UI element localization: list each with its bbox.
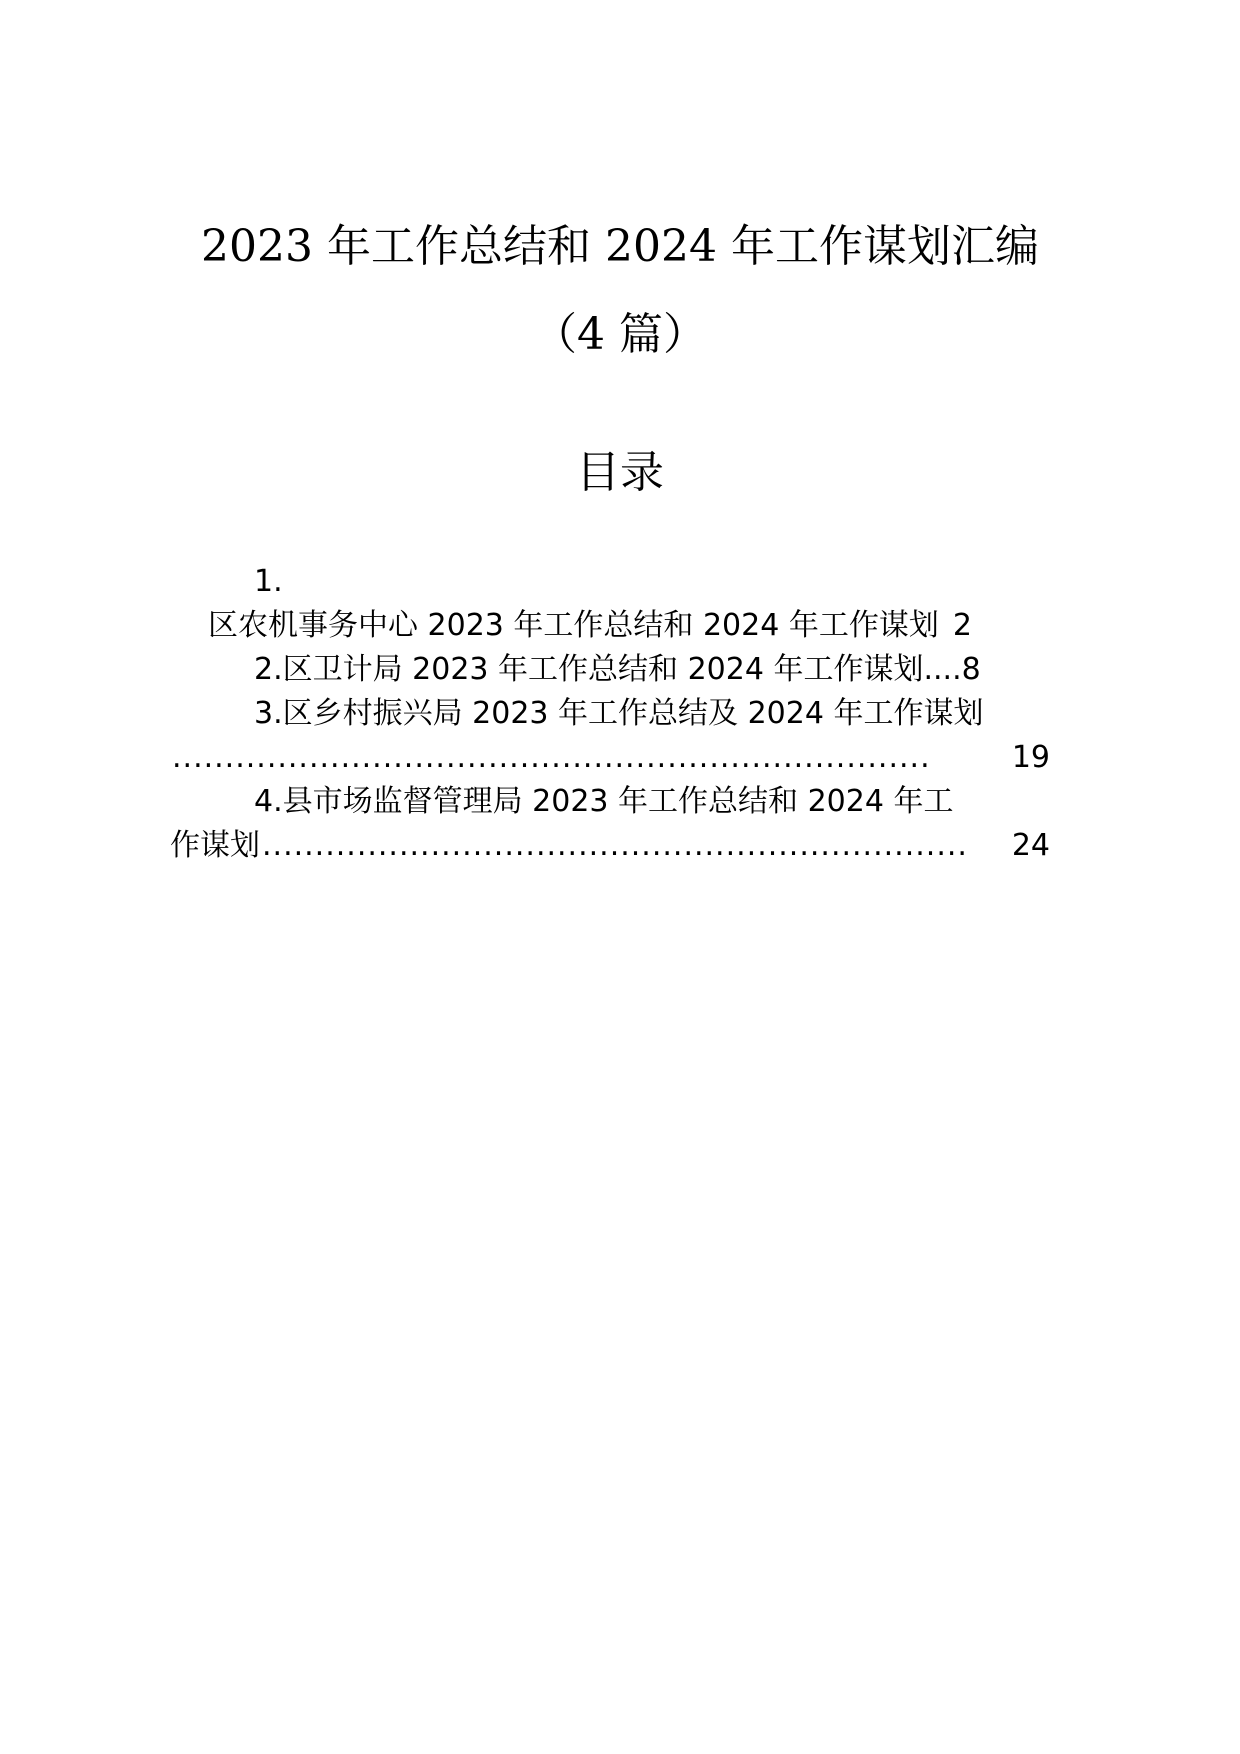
toc-heading: 目录 <box>576 447 664 498</box>
toc-entry-4-leader-line[interactable] <box>170 824 1050 868</box>
toc-entry-title-continued: 作谋划 <box>170 828 260 863</box>
toc-entry-leader: ........................................................................ <box>172 740 931 775</box>
toc-entry-page: 8 <box>961 652 981 687</box>
toc-entry-title: 区农机事务中心 2023 年工作总结和 2024 年工作谋划 <box>208 608 939 643</box>
toc-entry-3-leader-line[interactable] <box>170 736 1050 780</box>
toc-entry-number: 4. <box>254 784 283 819</box>
toc-entry-2[interactable] <box>188 648 1050 692</box>
toc-entry-3[interactable] <box>188 692 1050 736</box>
toc-entry-4[interactable] <box>188 780 1050 824</box>
toc-entry-page: 2 <box>952 608 972 643</box>
document-title: 2023 年工作总结和 2024 年工作谋划汇编 <box>201 221 1039 272</box>
toc-entry-title: 县市场监督管理局 2023 年工作总结和 2024 年工 <box>282 784 954 819</box>
toc-entry-title: 区卫计局 2023 年工作总结和 2024 年工作谋划 <box>282 652 924 687</box>
toc-entry-number: 3. <box>254 696 283 731</box>
toc-entry-leader: ................................................................... <box>262 828 968 863</box>
toc-entry-number: 1. <box>254 564 283 599</box>
document-subtitle: （4 篇） <box>533 309 707 360</box>
toc-entry-title: 区乡村振兴局 2023 年工作总结及 2024 年工作谋划 <box>282 696 984 731</box>
toc-entry-number: 2. <box>254 652 283 687</box>
toc-entry-page: 19 <box>1011 740 1050 775</box>
toc-entry-leader: .... <box>923 652 962 687</box>
table-of-contents <box>170 560 1050 868</box>
toc-entry-1[interactable] <box>188 604 1050 648</box>
toc-entry-1-number-line[interactable] <box>188 560 1050 604</box>
toc-entry-page: 24 <box>1011 828 1050 863</box>
